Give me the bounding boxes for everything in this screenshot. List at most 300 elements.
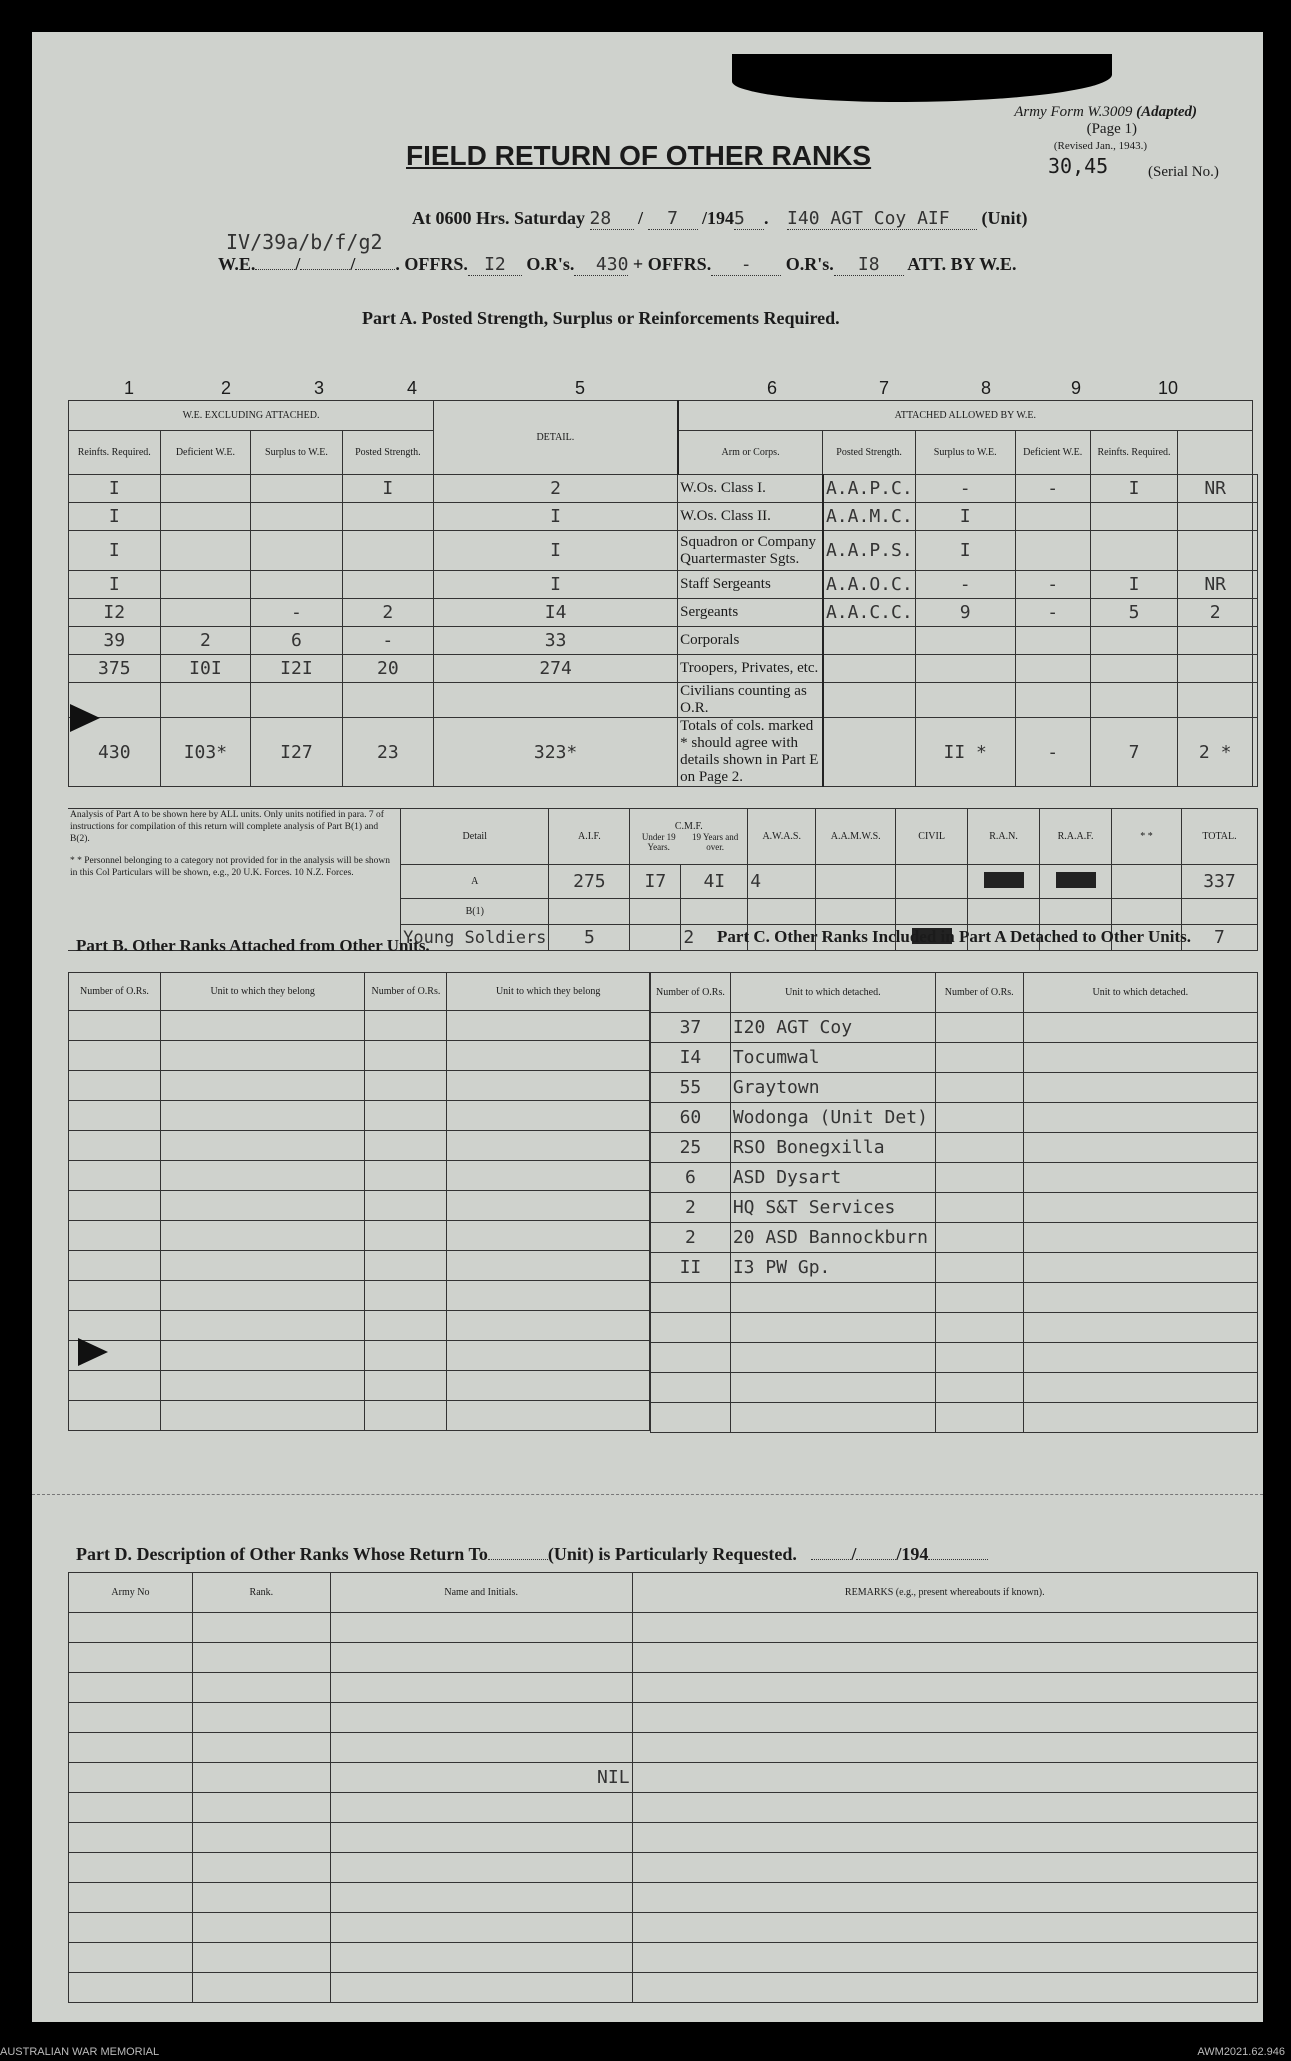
detached-unit: Tocumwal — [730, 1043, 935, 1073]
attached-r8-value — [1015, 503, 1090, 531]
part-c-cell[interactable] — [1023, 1193, 1257, 1223]
part-b-head-3: Number of O.Rs. — [365, 973, 447, 1011]
we-line: W.E. / / . OFFRS. I2 O.R's. 430 + OFFRS. - O.R's. I8 ATT. BY W.E. — [218, 254, 1017, 275]
posted-value: I — [434, 531, 678, 571]
part-d-cell[interactable] — [632, 1823, 1257, 1853]
part-d-cell[interactable] — [330, 1943, 632, 1973]
part-d-cell[interactable] — [632, 1613, 1257, 1643]
part-b-cell[interactable] — [160, 1221, 365, 1251]
we-value: 39 — [69, 627, 161, 655]
col-head-deficient-att: Deficient W.E. — [1015, 431, 1090, 475]
part-c-cell[interactable] — [1023, 1103, 1257, 1133]
attached-r9-value: 5 — [1090, 599, 1178, 627]
part-d-cell[interactable] — [632, 1883, 1257, 1913]
part-b-row — [69, 1101, 650, 1131]
part-d-cell[interactable] — [632, 1793, 1257, 1823]
part-b-cell[interactable] — [447, 1161, 650, 1191]
part-c-cell[interactable] — [1023, 1163, 1257, 1193]
part-a-row — [69, 655, 1258, 683]
attached-r10-value — [1178, 627, 1253, 655]
part-c-cell[interactable] — [935, 1193, 1023, 1223]
perforation-line — [32, 1494, 1263, 1495]
part-d-cell[interactable] — [330, 1733, 632, 1763]
col-number: 8 — [981, 378, 992, 398]
part-c-cell[interactable] — [935, 1343, 1023, 1373]
part-d-row — [69, 1733, 1258, 1763]
part-c-cell[interactable] — [935, 1043, 1023, 1073]
attached-r8-value: - — [1015, 718, 1090, 787]
part-c-cell[interactable] — [1023, 1373, 1257, 1403]
part-c-cell[interactable] — [935, 1163, 1023, 1193]
part-d-cell[interactable] — [69, 1673, 193, 1703]
part-b-cell[interactable] — [69, 1281, 161, 1311]
part-b-row — [69, 1401, 650, 1431]
part-c-row — [651, 1073, 1258, 1103]
part-a-row — [69, 683, 1258, 718]
we-value: I2 — [69, 599, 161, 627]
attached-r7-value — [915, 627, 1015, 655]
part-d-row — [69, 1703, 1258, 1733]
footer-right: AWM2021.62.946 — [1197, 2046, 1285, 2058]
attached-r7-value: - — [915, 571, 1015, 599]
part-d-cell[interactable] — [632, 1703, 1257, 1733]
form-page: (Page 1) — [1086, 121, 1137, 137]
part-c-cell[interactable] — [730, 1313, 935, 1343]
part-d-cell[interactable] — [632, 1763, 1257, 1793]
detached-unit: Graytown — [730, 1073, 935, 1103]
col-head-posted: Posted Strength. — [342, 431, 433, 475]
attached-r9-value — [1090, 531, 1178, 571]
part-c-cell[interactable] — [1023, 1013, 1257, 1043]
attached-r9-value: I — [1090, 475, 1178, 503]
part-b-cell[interactable] — [160, 1251, 365, 1281]
col-number: 7 — [879, 378, 890, 398]
part-b-cell[interactable] — [365, 1011, 447, 1041]
part-a-body — [69, 475, 1258, 787]
part-b-cell[interactable] — [447, 1281, 650, 1311]
unit-value: I40 AGT Coy AIF — [787, 208, 977, 230]
analysis-total-head: TOTAL. — [1181, 809, 1257, 865]
attached-r8-value — [1015, 683, 1090, 718]
analysis-ran-head: R.A.N. — [968, 809, 1040, 865]
part-b-head-1: Number of O.Rs. — [69, 973, 161, 1011]
part-b-cell[interactable] — [365, 1161, 447, 1191]
part-b-cell[interactable] — [447, 1011, 650, 1041]
attached-r10-value — [1178, 531, 1253, 571]
part-b-cell[interactable] — [160, 1401, 365, 1431]
detached-count: 37 — [651, 1013, 731, 1043]
part-d-cell[interactable] — [69, 1913, 193, 1943]
reinfts-value: I03* — [160, 718, 251, 787]
part-c-cell[interactable] — [730, 1283, 935, 1313]
pin-arrow-mark — [70, 704, 100, 732]
part-d-cell[interactable] — [192, 1643, 330, 1673]
we-value: I — [69, 571, 161, 599]
col-head-surplus: Surplus to W.E. — [251, 431, 342, 475]
part-b-title: Part B. Other Ranks Attached from Other Units. — [76, 936, 430, 955]
nil-entry: NIL — [330, 1763, 632, 1793]
part-d-cell[interactable] — [632, 1973, 1257, 2003]
part-b-cell[interactable] — [69, 1251, 161, 1281]
detail-header: DETAIL. — [434, 401, 678, 475]
part-d-body — [69, 1613, 1258, 2003]
under19-label: Under 19 Years. — [641, 832, 676, 852]
arm-value — [823, 683, 915, 718]
part-c-row — [651, 1163, 1258, 1193]
detail-label: Troopers, Privates, etc. — [678, 655, 823, 683]
part-c-cell[interactable] — [935, 1133, 1023, 1163]
row-a-civil — [896, 865, 968, 899]
attached-r7-value: - — [915, 475, 1015, 503]
part-b-table — [68, 972, 650, 1431]
analysis-cmf-head — [630, 809, 748, 865]
part-d-cell[interactable] — [632, 1643, 1257, 1673]
we-typed: IV/39a/b/f/g2 — [226, 230, 383, 254]
detail-label: Sergeants — [678, 599, 823, 627]
part-c-cell[interactable] — [730, 1343, 935, 1373]
col-head-reinfts: Reinfts. Required. — [69, 431, 161, 475]
surplus-value: 20 — [342, 655, 433, 683]
we-excluding-header: W.E. EXCLUDING ATTACHED. — [69, 401, 434, 431]
part-c-row — [651, 1343, 1258, 1373]
part-b-cell[interactable] — [447, 1191, 650, 1221]
attached-r8-value: - — [1015, 571, 1090, 599]
arm-value: A.A.P.S. — [823, 531, 915, 571]
part-d-cell[interactable] — [192, 1763, 330, 1793]
part-d-cell[interactable] — [632, 1673, 1257, 1703]
part-b-row — [69, 1221, 650, 1251]
analysis-aif-head: A.I.F. — [549, 809, 630, 865]
part-b-row — [69, 1011, 650, 1041]
part-c-cell[interactable] — [730, 1403, 935, 1433]
attached-r9-value: I — [1090, 571, 1178, 599]
part-d-cell[interactable] — [192, 1943, 330, 1973]
part-b-cell[interactable] — [365, 1101, 447, 1131]
part-c-cell[interactable] — [1023, 1403, 1257, 1433]
part-d-cell[interactable] — [330, 1703, 632, 1733]
attached-r10-value — [1178, 503, 1253, 531]
detached-count: 2 — [651, 1223, 731, 1253]
detail-label: Squadron or Company Quartermaster Sgts. — [678, 531, 823, 571]
part-d-cell[interactable] — [632, 1913, 1257, 1943]
part-d-cell[interactable] — [632, 1943, 1257, 1973]
part-c-cell[interactable] — [935, 1013, 1023, 1043]
analysis-note-1: Analysis of Part A to be shown here by ALL units. Only units notified in para. 7 of instructions for compilation of this return will complete analysis of Part B(1) and B(2). — [70, 810, 384, 844]
part-c-cell[interactable] — [1023, 1253, 1257, 1283]
part-c-title: Part C. Other Ranks Included in Part A Detached to Other Units. — [717, 927, 1191, 946]
col-head-reinfts-att: Reinfts. Required. — [1090, 431, 1178, 475]
part-b-cell[interactable] — [160, 1011, 365, 1041]
posted-value: 2 — [434, 475, 678, 503]
part-b-cell[interactable] — [69, 1131, 161, 1161]
part-b-cell[interactable] — [69, 1011, 161, 1041]
part-b-cell[interactable] — [365, 1071, 447, 1101]
part-d-cell[interactable] — [69, 1973, 193, 2003]
part-b-cell[interactable] — [365, 1041, 447, 1071]
part-c-cell[interactable] — [1023, 1283, 1257, 1313]
part-d-cell[interactable] — [330, 1853, 632, 1883]
part-b-row — [69, 1191, 650, 1221]
part-d-cell[interactable] — [192, 1883, 330, 1913]
part-b-cell[interactable] — [160, 1161, 365, 1191]
attached-r9-value: 7 — [1090, 718, 1178, 787]
part-d-cell[interactable] — [330, 1793, 632, 1823]
part-b-body — [69, 1011, 650, 1431]
part-b-cell[interactable] — [447, 1221, 650, 1251]
surplus-value — [342, 503, 433, 531]
part-d-cell[interactable] — [69, 1883, 193, 1913]
part-b-row — [69, 1281, 650, 1311]
part-c-cell[interactable] — [935, 1313, 1023, 1343]
part-b-cell[interactable] — [365, 1131, 447, 1161]
part-c-cell[interactable] — [651, 1373, 731, 1403]
part-c-cell[interactable] — [935, 1283, 1023, 1313]
part-b-cell[interactable] — [447, 1071, 650, 1101]
part-d-cell[interactable] — [69, 1733, 193, 1763]
form-adapted: (Adapted) — [1136, 104, 1197, 120]
part-b-cell[interactable] — [69, 1371, 161, 1401]
empty-cell — [1253, 503, 1258, 531]
part-b-cell[interactable] — [160, 1341, 365, 1371]
part-c-cell[interactable] — [651, 1343, 731, 1373]
col-number: 3 — [314, 378, 325, 398]
row-a-over19: 4I — [681, 865, 748, 899]
part-b-cell[interactable] — [447, 1341, 650, 1371]
part-b-cell[interactable] — [69, 1221, 161, 1251]
part-d-row — [69, 1793, 1258, 1823]
part-c-head-4: Unit to which detached. — [1023, 973, 1257, 1013]
part-b-cell[interactable] — [365, 1281, 447, 1311]
part-b-cell[interactable] — [447, 1131, 650, 1161]
part-b-cell[interactable] — [69, 1401, 161, 1431]
part-d-cell[interactable] — [330, 1643, 632, 1673]
row-a-other — [1112, 865, 1182, 899]
day-value: 28 — [590, 208, 634, 230]
surplus-value — [342, 531, 433, 571]
part-c-body — [651, 1013, 1258, 1433]
empty-cell — [1253, 571, 1258, 599]
part-b-cell[interactable] — [160, 1101, 365, 1131]
part-b-cell[interactable] — [447, 1251, 650, 1281]
empty-cell — [1253, 718, 1258, 787]
part-d-title: Part D. Description of Other Ranks Whose Return To (Unit) is Particularly Requested. / /194 — [76, 1544, 988, 1565]
part-c-cell[interactable] — [935, 1103, 1023, 1133]
part-c-cell[interactable] — [935, 1073, 1023, 1103]
part-b-cell[interactable] — [365, 1251, 447, 1281]
part-d-row — [69, 1913, 1258, 1943]
part-d-cell[interactable] — [330, 1973, 632, 2003]
part-b-cell[interactable] — [447, 1371, 650, 1401]
reinfts-value: I0I — [160, 655, 251, 683]
analysis-note-2: * * Personnel belonging to a category not provided for in the analysis will be shown in this Col Particulars will be shown, e.g., 20 U.K. Forces. 10 N.Z. Forces. — [70, 856, 391, 878]
attached-r9-value — [1090, 503, 1178, 531]
part-b-cell[interactable] — [160, 1281, 365, 1311]
part-d-cell[interactable] — [192, 1913, 330, 1943]
part-d-row — [69, 1823, 1258, 1853]
part-c-cell[interactable] — [935, 1253, 1023, 1283]
part-c-row — [651, 1283, 1258, 1313]
analysis-civil-head: CIVIL — [896, 809, 968, 865]
part-c-cell[interactable] — [1023, 1223, 1257, 1253]
page-title: FIELD RETURN OF OTHER RANKS — [406, 140, 872, 171]
analysis-other-head: * * — [1112, 809, 1182, 865]
part-b-cell[interactable] — [69, 1041, 161, 1071]
part-d-row — [69, 1643, 1258, 1673]
part-d-cell[interactable] — [330, 1913, 632, 1943]
surplus-value: - — [342, 627, 433, 655]
we-value: I — [69, 531, 161, 571]
part-b-cell[interactable] — [365, 1401, 447, 1431]
row-ys-over19: 2 — [681, 925, 748, 951]
part-b-cell[interactable] — [69, 1101, 161, 1131]
part-c-cell[interactable] — [651, 1313, 731, 1343]
part-c-row — [651, 1403, 1258, 1433]
reinfts-value — [160, 599, 251, 627]
part-c-table — [650, 972, 1258, 1433]
part-c-cell[interactable] — [1023, 1043, 1257, 1073]
col-number: 9 — [1071, 378, 1082, 398]
part-b-cell[interactable] — [160, 1371, 365, 1401]
empty-cell — [1253, 531, 1258, 571]
part-b-cell[interactable] — [447, 1401, 650, 1431]
part-b-cell[interactable] — [365, 1191, 447, 1221]
part-d-cell[interactable] — [69, 1703, 193, 1733]
over19-label: 19 Years and over. — [692, 832, 739, 852]
part-b-cell[interactable] — [365, 1311, 447, 1341]
part-c-cell[interactable] — [1023, 1313, 1257, 1343]
offrs-label: OFFRS. — [404, 254, 468, 274]
arm-value: A.A.C.C. — [823, 599, 915, 627]
part-c-cell[interactable] — [935, 1223, 1023, 1253]
detached-unit: 20 ASD Bannockburn — [730, 1223, 935, 1253]
detail-label: Civilians counting as O.R. — [678, 683, 823, 718]
empty-cell — [1253, 475, 1258, 503]
row-b1-label: B(1) — [401, 899, 549, 925]
part-d-cell[interactable] — [632, 1733, 1257, 1763]
part-d-cell[interactable] — [69, 1943, 193, 1973]
arm-value: A.A.P.C. — [823, 475, 915, 503]
part-b-cell[interactable] — [447, 1311, 650, 1341]
surplus-value: 23 — [342, 718, 433, 787]
empty-cell — [1178, 431, 1253, 475]
posted-value: 33 — [434, 627, 678, 655]
part-b-cell[interactable] — [365, 1221, 447, 1251]
part-d-cell[interactable] — [69, 1853, 193, 1883]
part-d-cell[interactable] — [192, 1703, 330, 1733]
part-d-cell[interactable] — [69, 1823, 193, 1853]
part-d-cell[interactable] — [330, 1823, 632, 1853]
row-a-aif: 275 — [549, 865, 630, 899]
part-c-cell[interactable] — [1023, 1133, 1257, 1163]
posted-value — [434, 683, 678, 718]
part-d-cell[interactable] — [192, 1973, 330, 2003]
part-c-cell[interactable] — [730, 1373, 935, 1403]
part-d-cell[interactable] — [69, 1613, 193, 1643]
detail-label: W.Os. Class I. — [678, 475, 823, 503]
reinfts-value — [160, 475, 251, 503]
deficient-value — [251, 531, 342, 571]
part-d-row — [69, 1883, 1258, 1913]
part-c-cell[interactable] — [1023, 1073, 1257, 1103]
part-d-cell[interactable] — [192, 1733, 330, 1763]
part-b-cell[interactable] — [69, 1071, 161, 1101]
part-c-cell[interactable] — [651, 1403, 731, 1433]
detached-count: I4 — [651, 1043, 731, 1073]
part-d-cell[interactable] — [69, 1793, 193, 1823]
part-b-row — [69, 1311, 650, 1341]
part-b-cell[interactable] — [160, 1191, 365, 1221]
part-d-cell[interactable] — [632, 1853, 1257, 1883]
year-value: 5 — [734, 208, 764, 230]
part-d-unit: (Unit) is Particularly Requested. — [547, 1544, 797, 1564]
part-b-cell[interactable] — [447, 1041, 650, 1071]
part-c-row — [651, 1193, 1258, 1223]
part-b-cell[interactable] — [69, 1311, 161, 1341]
part-b-cell[interactable] — [160, 1071, 365, 1101]
part-c-row — [651, 1373, 1258, 1403]
part-c-cell[interactable] — [935, 1403, 1023, 1433]
attached-r7-value: I — [915, 503, 1015, 531]
part-b-cell[interactable] — [160, 1311, 365, 1341]
col-head-arm: Arm or Corps. — [678, 431, 823, 475]
part-d-cell[interactable] — [69, 1763, 193, 1793]
part-d-head-name: Name and Initials. — [330, 1573, 632, 1613]
part-d-cell[interactable] — [330, 1673, 632, 1703]
part-b-cell[interactable] — [160, 1041, 365, 1071]
part-d-cell[interactable] — [192, 1673, 330, 1703]
detail-label: Staff Sergeants — [678, 571, 823, 599]
part-a-table — [68, 400, 1258, 787]
part-b-cell[interactable] — [69, 1161, 161, 1191]
arm-value — [823, 718, 915, 787]
part-d-row — [69, 1763, 1258, 1793]
part-c-cell[interactable] — [935, 1373, 1023, 1403]
part-c-cell[interactable] — [1023, 1343, 1257, 1373]
part-a-row — [69, 503, 1258, 531]
attached-r9-value — [1090, 655, 1178, 683]
reinfts-value — [160, 503, 251, 531]
part-c-cell[interactable] — [651, 1283, 731, 1313]
analysis-detail-head: Detail — [401, 809, 549, 865]
arm-value: A.A.O.C. — [823, 571, 915, 599]
row-a-total: 337 — [1181, 865, 1257, 899]
part-d-cell[interactable] — [192, 1793, 330, 1823]
part-b-cell[interactable] — [160, 1131, 365, 1161]
footer-left: AUSTRALIAN WAR MEMORIAL — [0, 2046, 160, 2058]
col-head-surplus-att: Surplus to W.E. — [915, 431, 1015, 475]
part-d-cell[interactable] — [192, 1613, 330, 1643]
part-d-cell[interactable] — [330, 1613, 632, 1643]
col-number: 2 — [221, 378, 232, 398]
part-d-row — [69, 1673, 1258, 1703]
part-d-cell[interactable] — [192, 1823, 330, 1853]
part-d-head-army-no: Army No — [69, 1573, 193, 1613]
detached-count: 55 — [651, 1073, 731, 1103]
part-b-cell[interactable] — [447, 1101, 650, 1131]
part-b-cell[interactable] — [69, 1191, 161, 1221]
part-d-cell[interactable] — [330, 1883, 632, 1913]
ors2-label: O.R's. — [785, 254, 834, 274]
analysis-awas-head: A.W.A.S. — [748, 809, 816, 865]
part-d-cell[interactable] — [69, 1643, 193, 1673]
part-d-cell[interactable] — [192, 1853, 330, 1883]
part-b-cell[interactable] — [365, 1341, 447, 1371]
part-b-cell[interactable] — [365, 1371, 447, 1401]
ors-value: 430 — [574, 254, 628, 276]
attached-r8-value: - — [1015, 475, 1090, 503]
col-number: 5 — [575, 378, 586, 398]
detached-count: 60 — [651, 1103, 731, 1133]
